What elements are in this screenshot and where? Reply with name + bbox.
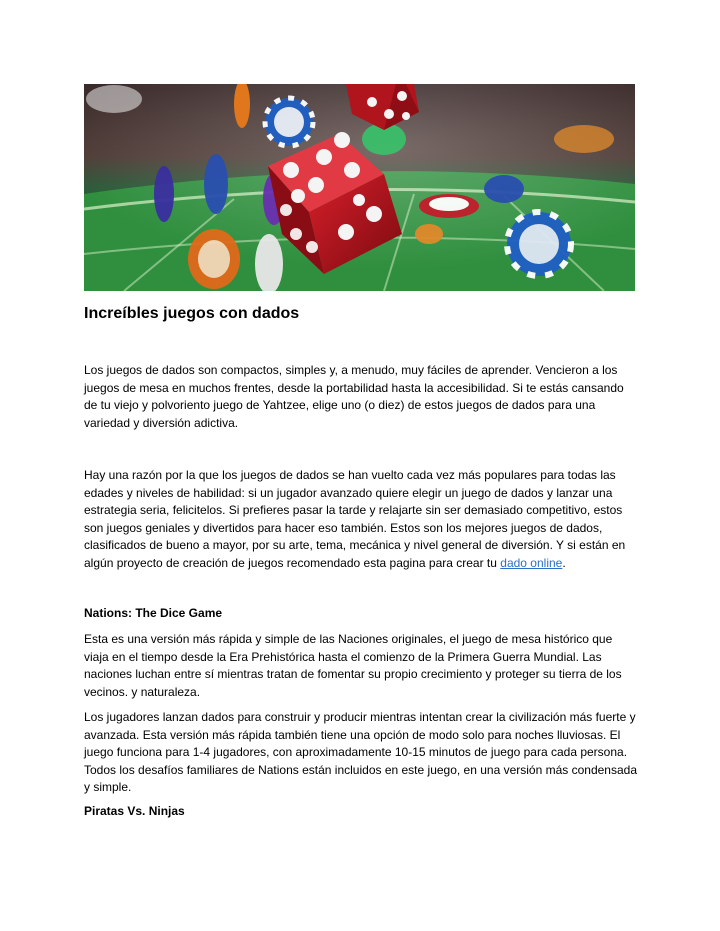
article-title: Increíbles juegos con dados <box>84 305 300 322</box>
section-heading-piratas: Piratas Vs. Ninjas <box>84 804 185 818</box>
popularity-text-end: . <box>562 555 566 570</box>
casino-dice-image <box>84 84 635 291</box>
section-heading-nations: Nations: The Dice Game <box>84 606 223 620</box>
nations-paragraph-1: Esta es una versión más rápida y simple de las Naciones originales, el juego de mesa histórico que viaja en el tiempo desde la Era Prehistórica hasta el comienzo de la Primera Guerra Mundial. Las naciones luchan entre sí mientras tratan de fomentar su propio crecimiento y proteger su tierra de los vecinos. y naturaleza. <box>84 632 622 699</box>
nations-paragraph-2: Los jugadores lanzan dados para construir y producir mientras intentan crear la civilización más fuerte y avanzada. Esta versión más rápida también tiene una opción de modo solo para noches lluviosas. El juego funciona para 1-4 jugadores, con aproximadamente 10-15 minutos de juego para cada persona. Todos los desafíos familiares de Nations están incluidos en este juego, en una versión más condensada y simple. <box>84 710 638 795</box>
dice-illustration <box>84 84 635 291</box>
dado-online-link[interactable]: dado online <box>500 555 563 570</box>
popularity-text: Hay una razón por la que los juegos de dados se han vuelto cada vez más populares para todas las edades y niveles de habilidad: si un jugador avanzado quiere elegir un juego de dados y lanzar una estrategia seria, felicitelos. Si prefieres pasar la tarde y relajarte sin ser demasiado competitivo, estos son juegos geniales y divertidos para hacer eso también. Estos son los mejores juegos de dados, clasificados de bueno a mayor, por su arte, tema, mecánica y nivel general de diversión. Y si están en algún proyecto de creación de juegos recomendado esta pagina para crear tu <box>84 468 626 570</box>
popularity-paragraph <box>84 467 640 573</box>
intro-paragraph: Los juegos de dados son compactos, simples y, a menudo, muy fáciles de aprender. Vencieron a los juegos de mesa en muchos frentes, desde la portabilidad hasta la accesibilidad. Si te estás cansando de tu viejo y polvoriento juego de Yahtzee, elige uno (o diez) de estos juegos de dados para una variedad y diversión adictiva. <box>84 363 624 430</box>
